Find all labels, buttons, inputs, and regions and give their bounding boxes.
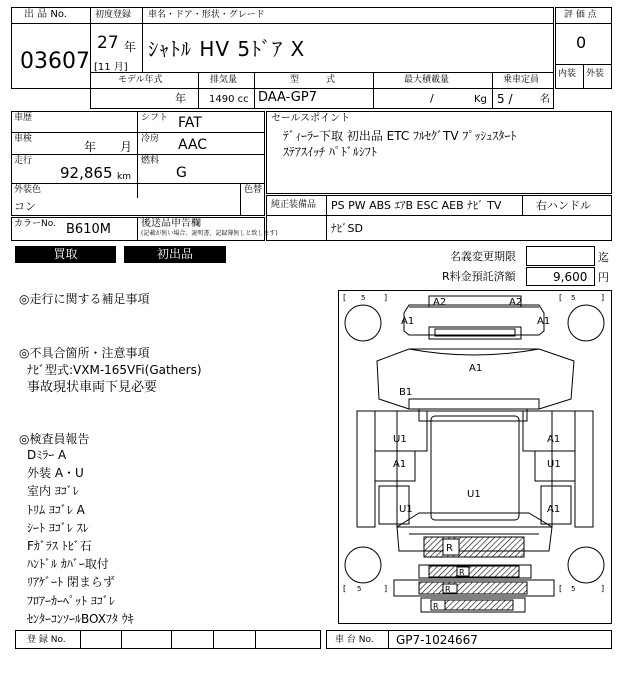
svg-text:[: [ <box>559 293 563 302</box>
capacity-value: 5 / <box>497 92 513 106</box>
exterior-color-value: コン <box>14 200 36 213</box>
mileage-label: 走行 <box>14 156 33 166</box>
fuel-value: G <box>176 165 187 181</box>
genuine-equipment-value: PS PW ABS ｴｱB ESC AEB ﾅﾋﾞ TV <box>331 199 502 212</box>
interior-label: 内装 <box>558 69 577 79</box>
fuel-label: 燃料 <box>141 156 160 166</box>
max-load-label: 最大積載量 <box>404 75 450 85</box>
svg-text:]: ] <box>384 584 388 593</box>
mark-u1-left-quarter: U1 <box>399 504 413 515</box>
defect-line: ﾅﾋﾞ型式:VXM-165VFi(Gathers) <box>27 363 202 377</box>
sales-point-line-2: ｽﾃｱｽｲｯﾁ ﾊﾟﾄﾞﾙｼﾌﾄ <box>283 145 377 159</box>
inspector-title: ◎検査員報告 <box>19 432 90 446</box>
displacement-value: 1490 cc <box>209 94 249 105</box>
inspector-line: Fｶﾞﾗｽ ﾄﾋﾞ石 <box>27 539 92 553</box>
tire-rear-right <box>568 547 604 583</box>
inspector-line: ｾﾝﾀｰｺﾝｿｰﾙBOXﾌﾀ ｳｷ <box>27 611 134 626</box>
mileage-value: 92,865 <box>60 164 113 182</box>
tire-front-right <box>568 305 604 341</box>
capacity-unit: 名 <box>540 94 550 105</box>
mark-a1-right-front-door: A1 <box>547 434 561 445</box>
mark-u1-left-front-door: U1 <box>393 434 407 445</box>
inspector-line: ﾘｱｹﾞｰﾄ 閉まらず <box>27 575 115 590</box>
tire-front-left <box>345 305 381 341</box>
inspector-line: ﾌﾛｱｰｶｰﾍﾟｯﾄ ﾖｺﾞﾚ <box>27 593 115 608</box>
model-type-value: DAA-GP7 <box>258 90 317 105</box>
exterior-label: 外装 <box>586 69 605 79</box>
defect-line: 事故現状車両下見必要 <box>27 380 158 395</box>
inspector-line: 室内 ﾖｺﾞﾚ <box>27 484 79 499</box>
car-diagram-svg <box>339 291 611 623</box>
tire-rear-left <box>345 547 381 583</box>
svg-text:]: ] <box>384 293 388 302</box>
mark-a1-right-quarter: A1 <box>547 504 561 515</box>
ac-label: 冷房 <box>141 134 160 144</box>
tab-buy: 買取 <box>15 246 116 263</box>
car-name-label: 車名・ドア・形状・グレード <box>148 10 265 20</box>
grade-value: 0 <box>576 33 587 52</box>
svg-text:[: [ <box>343 293 347 302</box>
inspection-label: 車検 <box>14 134 33 144</box>
history-label: 車歴 <box>14 113 33 123</box>
aftermarket-note: (記載が無い場合、説明書、記録簿無しと致します) <box>141 230 278 237</box>
max-load-slash: / <box>430 92 434 105</box>
first-registration-label: 初度登録 <box>95 10 132 20</box>
mark-r-rear-gate: R <box>446 543 453 554</box>
registration-number-label: 登 録 No. <box>27 635 66 645</box>
name-change-unit: 迄 <box>598 251 609 264</box>
info-grid <box>11 111 265 216</box>
inspector-line: ｼｰﾄ ﾖｺﾞﾚ ｽﾚ <box>27 520 89 535</box>
mark-b1-left-fender: B1 <box>399 387 413 398</box>
steering-side: 右ハンドル <box>536 199 591 212</box>
mark-u1-right-rear-door: U1 <box>547 459 561 470</box>
grade-label: 評 価 点 <box>564 10 597 20</box>
supplement-title: ◎走行に関する補足事項 <box>19 292 150 306</box>
color-number-label: カラーNo. <box>14 219 56 229</box>
mark-a2-right: A2 <box>509 297 523 308</box>
mark-r-rear-bumper: R <box>445 585 451 594</box>
inspector-line: ﾊﾝﾄﾞﾙ ｶﾊﾞｰ取付 <box>27 557 109 572</box>
inspector-line: Dﾐﾗｰ A <box>27 448 67 462</box>
lot-number: 03607 <box>20 49 90 74</box>
sales-point-label: セールスポイント <box>271 113 351 124</box>
chassis-number-value: GP7-1024667 <box>396 633 478 647</box>
shift-value: FAT <box>178 115 202 131</box>
damage-diagram <box>338 290 612 624</box>
color-number-value: B610M <box>66 222 111 237</box>
mark-a1-front-left: A1 <box>401 316 415 327</box>
recycle-fee-value: 9,600 <box>553 270 588 284</box>
chassis-number-label: 車 台 No. <box>335 635 374 645</box>
mileage-unit: km <box>117 172 131 182</box>
sales-point-line-1: ﾃﾞｨｰﾗｰ下取 初出品 ETC ﾌﾙｾｸﾞTV ﾌﾟｯｼｭｽﾀｰﾄ <box>283 129 517 143</box>
inspector-line: ﾄﾘﾑ ﾖｺﾞﾚ A <box>27 502 85 517</box>
inspection-year: 年 <box>84 140 97 154</box>
navigation-value: ﾅﾋﾞSD <box>331 222 363 235</box>
mark-r-rear-panel: R <box>459 568 465 577</box>
registration-year-unit: 年 <box>124 40 137 54</box>
tab-first-listing: 初出品 <box>124 246 226 263</box>
exterior-color-label: 外装色 <box>14 185 42 195</box>
color-change-label: 色替 <box>244 185 263 195</box>
aftermarket-label: 後送品申告欄 <box>141 218 201 229</box>
ac-value: AAC <box>178 137 208 153</box>
mark-u1-roof: U1 <box>467 489 481 500</box>
mark-a2-left: A2 <box>433 297 447 308</box>
car-name: ｼｬﾄﾙ HV 5ﾄﾞｱ X <box>148 37 306 61</box>
mark-a1-front-right: A1 <box>537 316 551 327</box>
tire-depth-front-left: 5 <box>361 294 366 302</box>
tire-depth-rear-left: 5 <box>357 585 362 593</box>
displacement-label: 排気量 <box>210 75 238 85</box>
svg-text:]: ] <box>601 584 605 593</box>
capacity-label: 乗車定員 <box>503 75 540 85</box>
inspection-month: 月 <box>120 140 133 154</box>
shift-label: シフト <box>141 113 169 123</box>
name-change-box <box>526 246 595 266</box>
damage-rear-hatch <box>424 537 524 557</box>
registration-month: [11 月] <box>94 62 128 73</box>
genuine-equipment-label: 純正装備品 <box>271 200 317 210</box>
mark-r-rear-skirt: R <box>433 602 439 611</box>
mark-a1-left-rear-door: A1 <box>393 459 407 470</box>
mark-a1-hood: A1 <box>469 363 483 374</box>
recycle-fee-unit: 円 <box>598 271 609 284</box>
model-year-unit: 年 <box>175 92 186 105</box>
max-load-unit: Kg <box>474 94 487 105</box>
defect-title: ◎不具合箇所・注意事項 <box>19 346 150 360</box>
svg-text:[: [ <box>343 584 347 593</box>
svg-text:[: [ <box>559 584 563 593</box>
name-change-label: 名義変更期限 <box>450 250 516 263</box>
model-year-label: モデル年式 <box>118 75 163 85</box>
lot-number-label: 出 品 No. <box>24 9 67 20</box>
tire-depth-rear-right: 5 <box>571 585 576 593</box>
svg-text:]: ] <box>601 293 605 302</box>
recycle-fee-label: R料金預託済額 <box>442 270 516 283</box>
registration-year: 27 <box>97 33 119 53</box>
tire-depth-front-right: 5 <box>571 294 576 302</box>
inspector-line: 外装 A・U <box>27 466 84 481</box>
model-type-label: 型 式 <box>290 75 336 85</box>
